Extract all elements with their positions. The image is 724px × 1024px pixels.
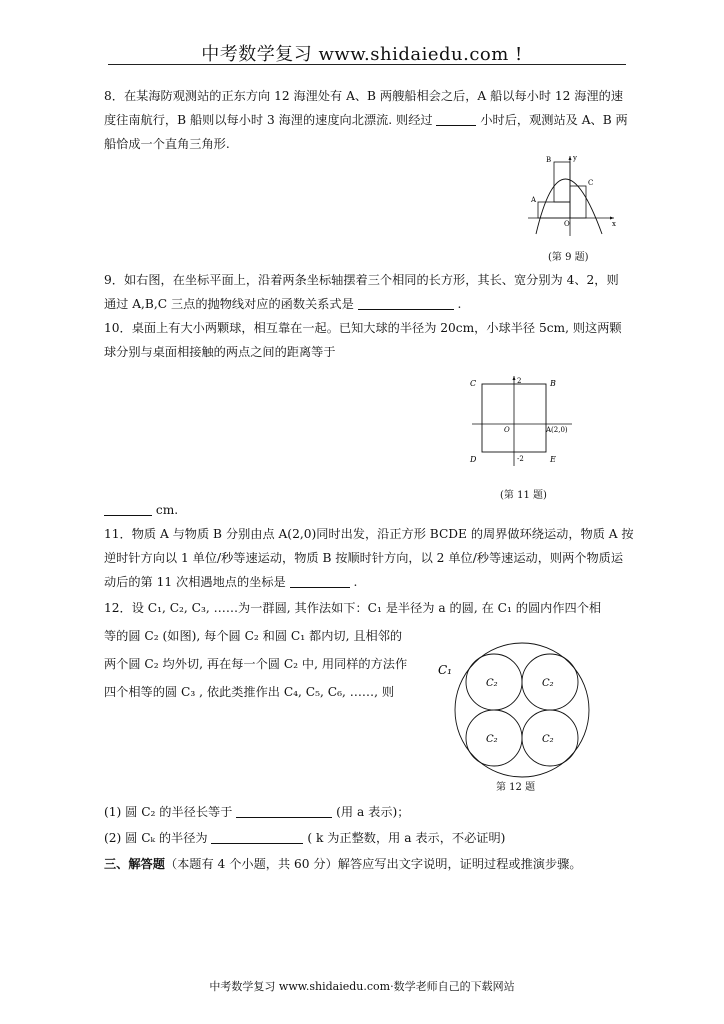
q12-line4: 四个相等的圆 C₃ , 依此类推作出 C₄, C₅, C₆, ……, 则: [104, 685, 395, 699]
q9-line2: [104, 296, 461, 312]
page-footer: 中考数学复习 www.shidaiedu.com·数学老师自己的下载网站: [209, 980, 515, 993]
fig9-y-arrow: [569, 156, 572, 160]
q12-sub1: [104, 804, 409, 820]
figure-9: [524, 152, 620, 244]
fig12-outer-label: C₁: [438, 663, 452, 677]
q12-line3: 两个圆 C₂ 均外切, 再在每一个圆 C₂ 中, 用同样的方法作: [104, 657, 408, 671]
q10-answer-blank[interactable]: [104, 503, 152, 516]
section3-heading: [104, 856, 582, 872]
q12-sub1-text-a: (1) 圆 C₂ 的半径长等于: [104, 805, 233, 819]
fig9-label-x: x: [612, 220, 616, 228]
q8-line3: 船恰成一个直角三角形.: [104, 137, 230, 151]
q12-sub2-text-a: (2) 圆 Cₖ 的半径为: [104, 831, 208, 845]
q11-line3-text-b: .: [353, 575, 358, 589]
fig9-caption: (第 9 题): [548, 252, 589, 263]
fig11-label-c: C: [470, 379, 477, 388]
q12-sub2: [104, 830, 505, 846]
q10-line2: 球分别与桌面相接触的两点之间的距离等于: [104, 345, 336, 359]
figure-11: [466, 372, 578, 472]
q10-answer-line: [104, 502, 178, 518]
header-rule: [108, 64, 626, 65]
q8-line2: [104, 112, 628, 128]
q11-answer-blank[interactable]: [290, 575, 350, 588]
q9-line1: 9．如右图，在坐标平面上，沿着两条坐标轴摆着三个相同的长方形，其长、宽分别为 4、2，则: [104, 273, 619, 287]
q11-line3-text-a: 动后的第 11 次相遇地点的坐标是: [104, 575, 286, 589]
page-header: 中考数学复习 www.shidaiedu.com !: [201, 44, 523, 65]
figure-12: [436, 640, 596, 780]
fig12-label-tl: C₂: [486, 678, 498, 689]
q9-line2-text-a: 通过 A,B,C 三点的抛物线对应的函数关系式是: [104, 297, 354, 311]
q11-line1: 11．物质 A 与物质 B 分别由点 A(2,0)同时出发，沿正方形 BCDE 的周界做环绕运动，物质 A 按: [104, 527, 634, 541]
fig11-y-arrow: [513, 376, 516, 380]
fig11-label-d: D: [470, 455, 477, 464]
fig12-label-tr: C₂: [542, 678, 554, 689]
fig11-label-a: A(2,0): [546, 426, 568, 434]
fig12-caption: 第 12 题: [496, 782, 536, 793]
fig9-label-o: O: [564, 220, 570, 228]
q8-line1: 8．在某海防观测站的正东方向 12 海浬处有 A、B 两艘船相会之后，A 船以每小时 12 海浬的速: [104, 89, 624, 103]
fig11-caption: (第 11 题): [500, 490, 547, 501]
fig11-label-o: O: [504, 426, 510, 434]
fig9-rect-top: [554, 162, 570, 202]
q9-answer-blank[interactable]: [358, 297, 454, 310]
fig11-label-b: B: [550, 379, 556, 388]
section3-title: 三、解答题: [104, 857, 165, 871]
fig12-label-br: C₂: [542, 734, 554, 745]
q12-sub1-blank[interactable]: [236, 805, 332, 818]
fig9-label-b: B: [546, 156, 552, 164]
q8-answer-blank[interactable]: [436, 113, 476, 126]
fig11-label-top: 2: [517, 377, 522, 385]
fig11-label-e: E: [550, 455, 556, 464]
q9-line2-text-b: .: [457, 297, 462, 311]
fig9-label-c: C: [588, 179, 594, 187]
q10-line1: 10．桌面上有大小两颗球，相互靠在一起。已知大球的半径为 20cm，小球半径 5cm, 则这两颗: [104, 321, 622, 335]
fig11-label-bottom: -2: [517, 455, 524, 463]
q12-sub1-text-b: (用 a 表示)；: [336, 805, 410, 819]
q12-sub2-text-b: ( k 为正整数，用 a 表示，不必证明): [307, 831, 506, 845]
q11-line3: [104, 574, 357, 590]
fig9-label-a: A: [531, 196, 537, 204]
q12-line2: 等的圆 C₂ (如图), 每个圆 C₂ 和圆 C₁ 都内切, 且相邻的: [104, 629, 403, 643]
fig9-rect-right: [570, 186, 586, 218]
q8-line2-text-b: 小时后，观测站及 A、B 两: [480, 113, 628, 127]
q12-line1: 12．设 C₁, C₂, C₃, ……为一群圆, 其作法如下：C₁ 是半径为 a 的圆, 在 C₁ 的圆内作四个相: [104, 601, 602, 615]
q10-answer-unit: cm.: [155, 503, 179, 517]
q11-line2: 逆时针方向以 1 单位/秒等速运动，物质 B 按顺时针方向，以 2 单位/秒等速运动，则两个物质运: [104, 551, 624, 565]
fig9-label-y: y: [573, 154, 577, 162]
q8-line2-text-a: 度往南航行，B 船则以每小时 3 海浬的速度向北漂流. 则经过: [104, 113, 433, 127]
fig12-label-bl: C₂: [486, 734, 498, 745]
section3-text: （本题有 4 个小题，共 60 分）解答应写出文字说明，证明过程或推演步骤。: [164, 857, 582, 871]
q12-sub2-blank[interactable]: [211, 831, 303, 844]
fig12-outer-circle: [455, 643, 589, 777]
